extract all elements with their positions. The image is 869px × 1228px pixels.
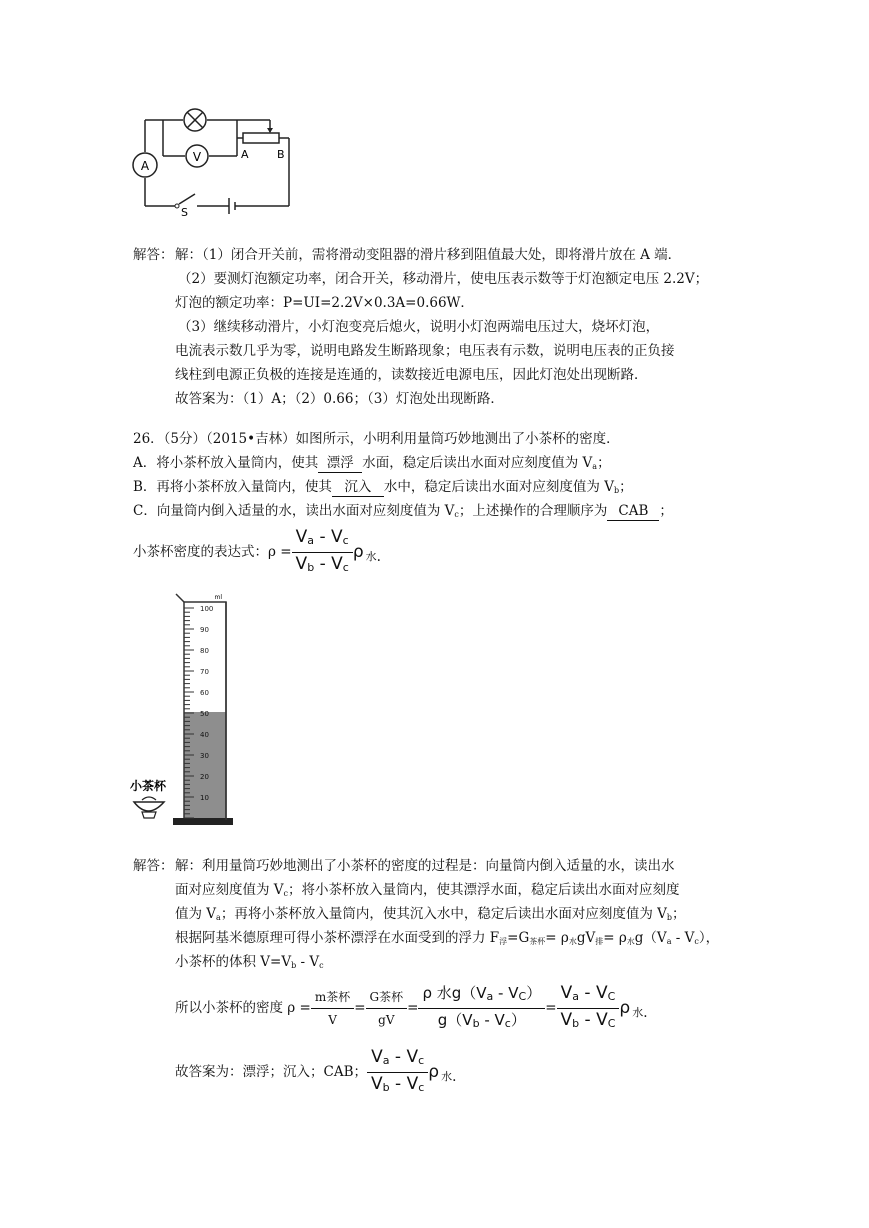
cylinder-tick-label: 100 bbox=[200, 605, 214, 613]
cylinder-tick-label: 60 bbox=[200, 689, 209, 697]
answer26-line3: 值为 $V_a$；再将小茶杯放入量筒内，使其沉入水中，稳定后读出水面对应刻度值为 $V_b$； bbox=[175, 906, 686, 922]
blank-b: 沉入 bbox=[332, 478, 384, 497]
answer25-line7: 故答案为：（1）A；（2）0.66；（3）灯泡处出现断路． bbox=[175, 391, 504, 407]
ammeter-label: A bbox=[140, 159, 150, 173]
cylinder-tick-label: 30 bbox=[200, 752, 209, 760]
density-fraction: $\frac{Va - Vc}{Vb - Vc}$ bbox=[292, 526, 353, 579]
cylinder-tick-label: 40 bbox=[200, 731, 209, 739]
answer26-final: 故答案为：漂浮；沉入；CAB； Va - Vc Vb - Vc ρ 水 . bbox=[175, 1046, 457, 1094]
switch-label: S bbox=[181, 206, 188, 217]
answer26-label: 解答： bbox=[133, 858, 174, 874]
cylinder-tick-label: 50 bbox=[200, 710, 209, 718]
cylinder-tick-label: 70 bbox=[200, 668, 209, 676]
graduated-cylinder bbox=[128, 588, 238, 830]
cylinder-tick-label: 20 bbox=[200, 773, 209, 781]
unit-label: ml bbox=[214, 594, 222, 601]
answer25-line3: 灯泡的额定功率：P=UI=2.2V×0.3A=0.66W． bbox=[175, 295, 474, 311]
answer25-line6: 线柱到电源正负极的连接是连通的，读数接近电源电压，因此灯泡处出现断路． bbox=[175, 367, 648, 383]
circuit-diagram bbox=[125, 102, 300, 217]
answer26-density-formula: 所以小茶杯的密度 ρ = m茶杯 V = G茶杯 gV = ρ 水g（Va - VC） g（Vb - Vc） = $\frac{Va - VC}{Vb - VC}$ ρ 水 . bbox=[175, 982, 648, 1030]
answer25-line4: （3）继续移动滑片，小灯泡变亮后熄火，说明小灯泡两端电压过大，烧坏灯泡， bbox=[178, 319, 660, 335]
voltmeter-label: V bbox=[192, 150, 202, 164]
teacup-icon bbox=[134, 797, 164, 818]
terminal-a-label: A bbox=[241, 148, 249, 161]
answer25-line1: 解：（1）闭合开关前，需将滑动变阻器的滑片移到阻值最大处，即将滑片放在 A 端． bbox=[175, 247, 682, 263]
cup-label: 小茶杯 bbox=[130, 779, 167, 793]
q26-option-b: B．再将小茶杯放入量筒内，使其 沉入 水中，稳定后读出水面对应刻度值为 $V_b$； bbox=[133, 479, 633, 495]
answer26-line2: 面对应刻度值为 $V_c$；将小茶杯放入量筒内，使其漂浮水面，稳定后读出水面对应刻度 bbox=[175, 882, 680, 898]
cylinder-tick-label: 10 bbox=[200, 794, 209, 802]
answer26-line4: 根据阿基米德原理可得小茶杯漂浮在水面受到的浮力 $F_浮=G_{茶杯}= \rho_水gV_排= \rho_水g(V_a - V_c)$， bbox=[175, 930, 720, 946]
q26-stem: 26．（5分）（2015•吉林）如图所示，小明利用量筒巧妙地测出了小茶杯的密度． bbox=[133, 431, 620, 447]
terminal-b-label: B bbox=[277, 148, 285, 161]
q26-option-c: C．向量筒内倒入适量的水，读出水面对应刻度值为 $V_c$；上述操作的合理顺序为 CAB ； bbox=[133, 503, 673, 519]
q26-option-a: A．将小茶杯放入量筒内，使其 漂浮 水面，稳定后读出水面对应刻度值为 $V_a$； bbox=[133, 455, 611, 471]
cylinder-tick-label: 80 bbox=[200, 647, 209, 655]
cylinder-tick-label: 90 bbox=[200, 626, 209, 634]
answer25-line5: 电流表示数几乎为零，说明电路发生断路现象；电压表有示数，说明电压表的正负接 bbox=[175, 343, 675, 359]
q26-expression: 小茶杯密度的表达式：ρ = $\frac{Va - Vc}{Vb - Vc}$ ρ 水 . bbox=[133, 526, 381, 578]
blank-c: CAB bbox=[607, 502, 659, 521]
answer25-label: 解答： bbox=[133, 247, 174, 263]
answer26-line5: 小茶杯的体积 $V=V_b - V_c$ bbox=[175, 954, 324, 970]
answer26-line1: 解：利用量筒巧妙地测出了小茶杯的密度的过程是：向量筒内倒入适量的水，读出水 bbox=[175, 858, 675, 874]
blank-a: 漂浮 bbox=[318, 454, 362, 473]
answer25-line2: （2）要测灯泡额定功率，闭合开关，移动滑片，使电压表示数等于灯泡额定电压 2.2V； bbox=[178, 271, 709, 287]
